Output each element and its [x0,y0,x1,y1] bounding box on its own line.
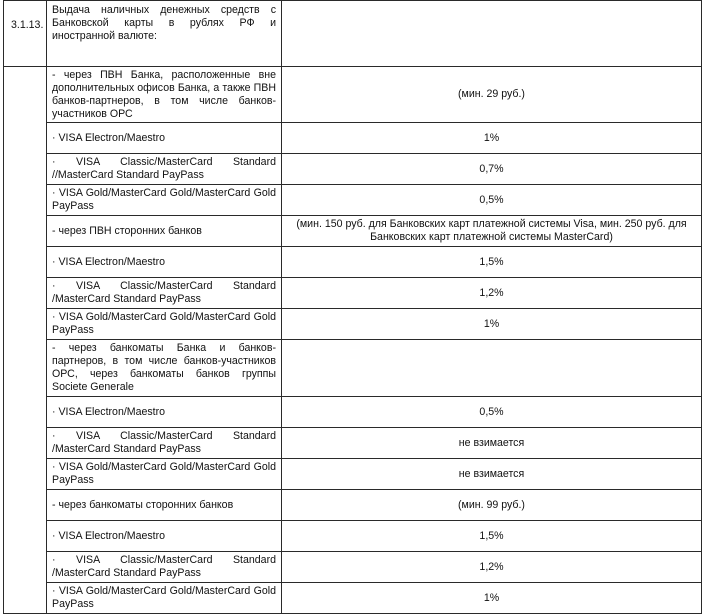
row-label-cell [47,459,282,490]
table-row-section-header [4,1,702,67]
row-label: · VISA Electron/Maestro [52,529,166,542]
row-value-cell [282,397,702,428]
row-label-cell [47,67,282,123]
row-value: 1% [483,591,500,604]
row-value: 1% [483,131,500,144]
tariff-table [3,0,702,614]
row-value-cell [282,459,702,490]
table-row [4,340,702,397]
row-value-cell [282,185,702,216]
row-label-cell [47,247,282,278]
row-value-cell [282,552,702,583]
table-row [4,278,702,309]
row-value: (мин. 150 руб. для Банковских карт платежной системы Visa, мин. 250 руб. для Банковских карт платежной системы MasterCard) [296,218,687,243]
section-title-cell [47,1,282,67]
table-row [4,428,702,459]
row-label: - через банкоматы сторонних банков [52,498,234,511]
table-row [4,67,702,123]
table-row [4,521,702,552]
row-label: · VISA Gold/MasterCard Gold/MasterCard Gold PayPass [52,585,276,610]
row-label-cell [47,278,282,309]
section-number: 3.1.13. [11,19,44,31]
row-value-cell [282,490,702,521]
row-label: - через ПВН сторонних банков [52,224,202,237]
row-value: (мин. 29 руб.) [458,88,525,100]
row-label: - через ПВН Банка, расположенные вне дополнительных офисов Банка, а также ПВН банков-партнеров, в том числе банков-участников ОРС [52,68,276,120]
row-value: 1,5% [479,255,504,268]
row-value-cell [282,309,702,340]
table-row [4,552,702,583]
row-label-cell [47,340,282,397]
row-label-cell [47,185,282,216]
row-value: 0,7% [479,162,504,175]
table-row [4,216,702,247]
row-value: не взимается [458,467,525,480]
row-label-cell [47,583,282,614]
row-label-cell [47,216,282,247]
table-row [4,154,702,185]
row-value: 1,2% [479,560,504,573]
row-value-cell [282,583,702,614]
table-row [4,397,702,428]
empty-number-cell [4,67,47,614]
row-value-cell [282,340,702,397]
row-label-cell [47,397,282,428]
row-value: (мин. 99 руб.) [458,498,525,511]
row-label: · VISA Gold/MasterCard Gold/MasterCard Gold PayPass [52,311,276,336]
row-value: 0,5% [479,405,504,418]
row-label: · VISA Gold/MasterCard Gold/MasterCard Gold PayPass [52,187,276,212]
row-label: · VISA Electron/Maestro [52,131,166,144]
row-label: · VISA Classic/MasterCard Standard /MasterCard Standard PayPass [52,430,276,455]
row-label: - через банкоматы Банка и банков-партнеров, в том числе банков-участников ОРС, через банкоматы банков группы Societe Generale [52,342,276,393]
table-row [4,490,702,521]
row-value-cell [282,123,702,154]
row-value: 1% [483,317,500,330]
row-label-cell [47,428,282,459]
row-label: · VISA Gold/MasterCard Gold/MasterCard Gold PayPass [52,461,276,486]
row-label-cell [47,309,282,340]
row-value-cell [282,216,702,247]
row-label: · VISA Electron/Maestro [52,405,166,418]
row-label: · VISA Classic/MasterCard Standard /MasterCard Standard PayPass [52,554,276,579]
row-label: · VISA Classic/MasterCard Standard //MasterCard Standard PayPass [52,156,276,181]
row-value-cell [282,67,702,123]
section-title: Выдача наличных денежных средств с Банковской карты в рублях РФ и иностранной валюте: [52,4,276,42]
row-label-cell [47,552,282,583]
row-label: · VISA Electron/Maestro [52,255,166,268]
table-row [4,185,702,216]
section-number-cell [4,1,47,67]
row-label-cell [47,123,282,154]
row-value: 0,5% [479,193,504,206]
row-value-cell [282,428,702,459]
row-label-cell [47,490,282,521]
row-label-cell [47,154,282,185]
table-row [4,123,702,154]
table-row [4,247,702,278]
row-label: · VISA Classic/MasterCard Standard /MasterCard Standard PayPass [52,280,276,305]
row-value-cell [282,154,702,185]
row-value: 1,2% [479,286,504,299]
section-value-cell [282,1,702,67]
row-value: не взимается [458,436,525,449]
row-value: 1,5% [479,529,504,542]
row-value-cell [282,521,702,552]
table-row [4,459,702,490]
row-value-cell [282,247,702,278]
row-label-cell [47,521,282,552]
table-row [4,309,702,340]
table-row [4,583,702,614]
row-value-cell [282,278,702,309]
